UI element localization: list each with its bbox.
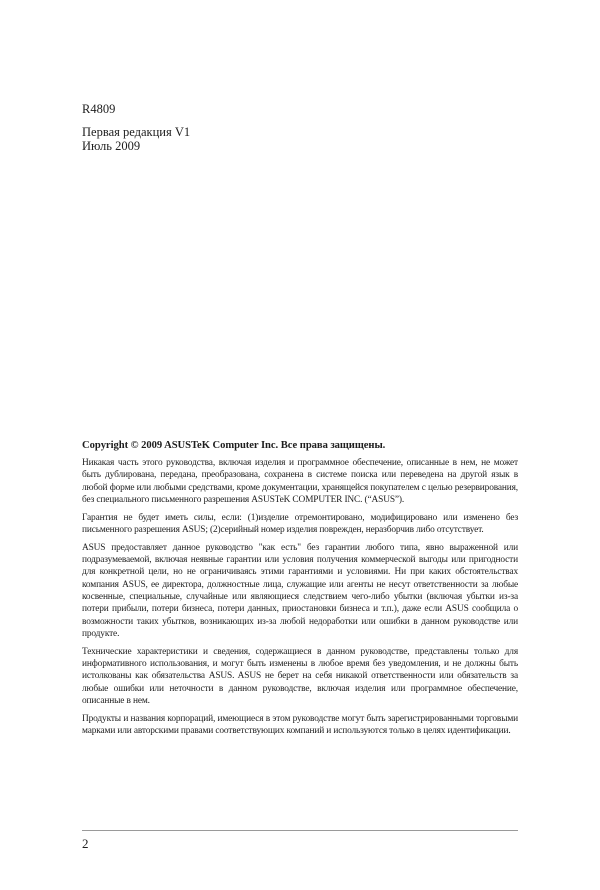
footer-divider [82,830,518,831]
warranty-paragraph: Гарантия не будет иметь силы, если: (1)изделие отремонтировано, модифицировано или изменено без письменного разрешения ASUS; (2)серийный номер изделия поврежден, неразборчив либо отсутствует. [82,512,518,535]
edition-label: Первая редакция V1 [82,124,191,139]
trademarks-paragraph: Продукты и названия корпораций, имеющиеся в этом руководстве могут быть зарегистрированными торговыми марками или авторскими правами соответствующих компаний и используются только в целях идентификации. [82,713,518,736]
copyright-paragraph-1: Никакая часть этого руководства, включая изделия и программное обеспечение, описанные в нем, не может быть дублирована, передана, преобразована, сохранена в системе поиска или переведена на другой язык в любой форме или любыми средствами, кроме документации, хранящейся покупателем с целью резервирования, без специального письменного разрешения ASUSTeK COMPUTER INC. (“ASUS”). [82,458,518,505]
copyright-section [82,440,518,743]
edition-date: Июль 2009 [82,139,141,153]
copyright-heading: Copyright © 2009 ASUSTeK Computer Inc. Все права защищены. [82,440,386,451]
document-header [82,102,190,154]
disclaimer-paragraph: ASUS предоставляет данное руководство "как есть" без гарантии любого типа, явно выраженной или подразумеваемой, включая неявные гарантии или условия получения коммерческой выгоды или пригодности для конкретной цели, но не ограничиваясь этими гарантиями и условиями. Ни при каких обстоятельствах компания ASUS, ее директора, должностные лица, служащие или агенты не несут ответственности за любые косвенные, специальные, случайные или являющиеся следствием чего-либо убытки (включая убытки из-за потери прибыли, потери бизнеса, потери данных, приостановки бизнеса и т.п.), даже если ASUS сообщила о возможности таких убытков, возникающих из-за любой недоработки или ошибки в данном руководстве или продукте. [82,542,518,639]
document-code: R4809 [82,102,116,116]
page-number: 2 [82,836,89,851]
specifications-paragraph: Технические характеристики и сведения, содержащиеся в данном руководстве, представлены только для информативного использования, и могут быть изменены в любое время без уведомления, и не должны быть истолкованы как обязательства ASUS. ASUS не берет на себя никакой ответственности или обязательств за любые ошибки или неточности в данном руководстве, включая изделия или программное обеспечение, описанные в нем. [82,646,518,706]
